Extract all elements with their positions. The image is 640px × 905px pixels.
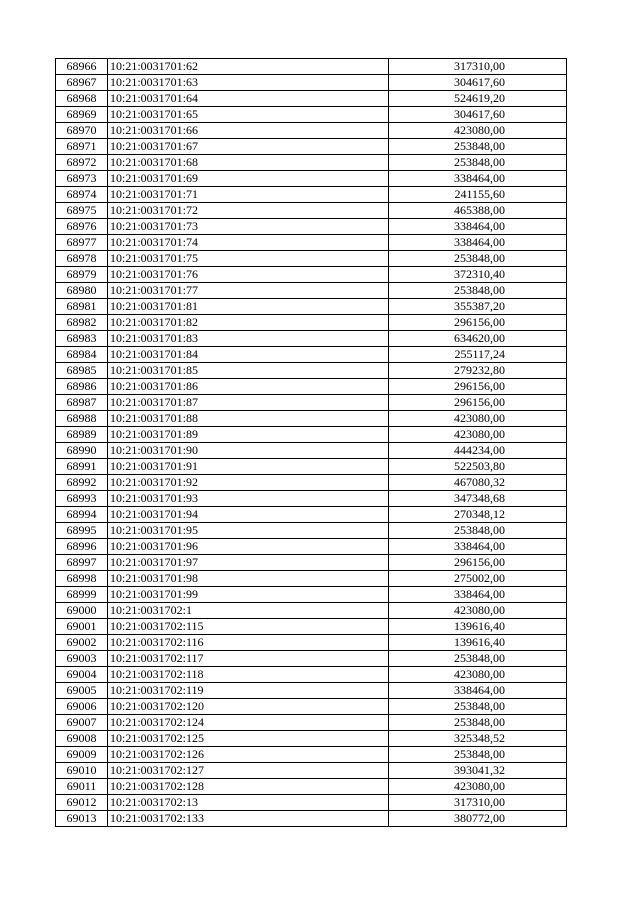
cadastral-number-cell: 10:21:0031701:76 (108, 267, 389, 283)
table-row (56, 811, 567, 827)
table-row (56, 667, 567, 683)
row-number-cell: 68966 (56, 59, 108, 75)
cadastral-number-cell: 10:21:0031701:65 (108, 107, 389, 123)
cadastral-value-cell: 423080,00 (389, 603, 567, 619)
row-number-cell: 68993 (56, 491, 108, 507)
table-row (56, 651, 567, 667)
cadastral-value-cell: 296156,00 (389, 315, 567, 331)
cadastral-number-cell: 10:21:0031701:75 (108, 251, 389, 267)
cadastral-value-cell: 467080,32 (389, 475, 567, 491)
cadastral-value-cell: 524619,20 (389, 91, 567, 107)
cadastral-number-cell: 10:21:0031702:127 (108, 763, 389, 779)
table-row (56, 139, 567, 155)
row-number-cell: 68995 (56, 523, 108, 539)
row-number-cell: 68982 (56, 315, 108, 331)
table-row (56, 619, 567, 635)
cadastral-value-cell: 317310,00 (389, 795, 567, 811)
cadastral-number-cell: 10:21:0031701:95 (108, 523, 389, 539)
table-row (56, 475, 567, 491)
row-number-cell: 68991 (56, 459, 108, 475)
table-row (56, 715, 567, 731)
row-number-cell: 68985 (56, 363, 108, 379)
table-row (56, 235, 567, 251)
cadastral-number-cell: 10:21:0031701:81 (108, 299, 389, 315)
cadastral-value-cell: 275002,00 (389, 571, 567, 587)
row-number-cell: 68970 (56, 123, 108, 139)
cadastral-number-cell: 10:21:0031702:13 (108, 795, 389, 811)
table-row (56, 123, 567, 139)
row-number-cell: 68987 (56, 395, 108, 411)
row-number-cell: 68969 (56, 107, 108, 123)
cadastral-number-cell: 10:21:0031702:117 (108, 651, 389, 667)
row-number-cell: 68983 (56, 331, 108, 347)
row-number-cell: 69002 (56, 635, 108, 651)
cadastral-value-cell: 634620,00 (389, 331, 567, 347)
cadastral-number-cell: 10:21:0031701:83 (108, 331, 389, 347)
table-body (56, 59, 567, 827)
cadastral-value-cell: 139616,40 (389, 635, 567, 651)
table-row (56, 587, 567, 603)
row-number-cell: 68996 (56, 539, 108, 555)
cadastral-value-cell: 253848,00 (389, 139, 567, 155)
row-number-cell: 68997 (56, 555, 108, 571)
cadastral-value-cell: 522503,80 (389, 459, 567, 475)
cadastral-value-cell: 139616,40 (389, 619, 567, 635)
cadastral-value-cell: 253848,00 (389, 747, 567, 763)
table-row (56, 571, 567, 587)
cadastral-value-cell: 304617,60 (389, 107, 567, 123)
cadastral-value-cell: 338464,00 (389, 683, 567, 699)
table-row (56, 747, 567, 763)
row-number-cell: 68974 (56, 187, 108, 203)
table-row (56, 347, 567, 363)
cadastral-number-cell: 10:21:0031701:72 (108, 203, 389, 219)
cadastral-number-cell: 10:21:0031701:74 (108, 235, 389, 251)
cadastral-number-cell: 10:21:0031701:67 (108, 139, 389, 155)
row-number-cell: 68989 (56, 427, 108, 443)
cadastral-number-cell: 10:21:0031702:125 (108, 731, 389, 747)
row-number-cell: 68981 (56, 299, 108, 315)
cadastral-value-cell: 347348,68 (389, 491, 567, 507)
cadastral-value-cell: 253848,00 (389, 155, 567, 171)
cadastral-number-cell: 10:21:0031701:63 (108, 75, 389, 91)
cadastral-value-cell: 304617,60 (389, 75, 567, 91)
cadastral-number-cell: 10:21:0031702:120 (108, 699, 389, 715)
row-number-cell: 69003 (56, 651, 108, 667)
row-number-cell: 68999 (56, 587, 108, 603)
table-row (56, 155, 567, 171)
row-number-cell: 68998 (56, 571, 108, 587)
cadastral-value-cell: 296156,00 (389, 395, 567, 411)
cadastral-number-cell: 10:21:0031701:73 (108, 219, 389, 235)
row-number-cell: 68988 (56, 411, 108, 427)
cadastral-value-cell: 270348,12 (389, 507, 567, 523)
cadastral-value-cell: 253848,00 (389, 699, 567, 715)
row-number-cell: 69005 (56, 683, 108, 699)
row-number-cell: 68979 (56, 267, 108, 283)
row-number-cell: 69001 (56, 619, 108, 635)
cadastral-number-cell: 10:21:0031702:124 (108, 715, 389, 731)
table-row (56, 459, 567, 475)
cadastral-value-cell: 338464,00 (389, 587, 567, 603)
table-row (56, 427, 567, 443)
table-row (56, 59, 567, 75)
cadastral-number-cell: 10:21:0031701:99 (108, 587, 389, 603)
table-row (56, 795, 567, 811)
row-number-cell: 68990 (56, 443, 108, 459)
cadastral-value-cell: 317310,00 (389, 59, 567, 75)
cadastral-number-cell: 10:21:0031701:71 (108, 187, 389, 203)
table-row (56, 75, 567, 91)
cadastral-value-cell: 465388,00 (389, 203, 567, 219)
table-row (56, 315, 567, 331)
cadastral-number-cell: 10:21:0031702:115 (108, 619, 389, 635)
cadastral-number-cell: 10:21:0031702:116 (108, 635, 389, 651)
cadastral-value-cell: 255117,24 (389, 347, 567, 363)
row-number-cell: 68994 (56, 507, 108, 523)
cadastral-number-cell: 10:21:0031701:82 (108, 315, 389, 331)
cadastral-value-cell: 423080,00 (389, 779, 567, 795)
cadastral-number-cell: 10:21:0031701:96 (108, 539, 389, 555)
cadastral-number-cell: 10:21:0031702:118 (108, 667, 389, 683)
cadastral-value-cell: 393041,32 (389, 763, 567, 779)
cadastral-value-cell: 423080,00 (389, 427, 567, 443)
table-row (56, 555, 567, 571)
row-number-cell: 68984 (56, 347, 108, 363)
table-row (56, 683, 567, 699)
row-number-cell: 69000 (56, 603, 108, 619)
row-number-cell: 68971 (56, 139, 108, 155)
cadastral-value-cell: 338464,00 (389, 171, 567, 187)
cadastral-value-cell: 253848,00 (389, 283, 567, 299)
row-number-cell: 69006 (56, 699, 108, 715)
cadastral-number-cell: 10:21:0031701:92 (108, 475, 389, 491)
cadastral-number-cell: 10:21:0031701:94 (108, 507, 389, 523)
cadastral-number-cell: 10:21:0031702:133 (108, 811, 389, 827)
table-row (56, 731, 567, 747)
row-number-cell: 69011 (56, 779, 108, 795)
cadastral-number-cell: 10:21:0031701:87 (108, 395, 389, 411)
cadastral-number-cell: 10:21:0031701:84 (108, 347, 389, 363)
cadastral-number-cell: 10:21:0031702:126 (108, 747, 389, 763)
cadastral-number-cell: 10:21:0031701:66 (108, 123, 389, 139)
table-row (56, 763, 567, 779)
cadastral-number-cell: 10:21:0031701:93 (108, 491, 389, 507)
table-row (56, 635, 567, 651)
table-row (56, 363, 567, 379)
table-row (56, 219, 567, 235)
table-row (56, 187, 567, 203)
cadastral-number-cell: 10:21:0031702:1 (108, 603, 389, 619)
row-number-cell: 68978 (56, 251, 108, 267)
cadastral-value-cell: 338464,00 (389, 539, 567, 555)
cadastral-value-cell: 253848,00 (389, 715, 567, 731)
cadastral-value-cell: 338464,00 (389, 235, 567, 251)
table-row (56, 779, 567, 795)
row-number-cell: 68980 (56, 283, 108, 299)
cadastral-value-cell: 253848,00 (389, 251, 567, 267)
row-number-cell: 68967 (56, 75, 108, 91)
row-number-cell: 69007 (56, 715, 108, 731)
cadastral-value-cell: 279232,80 (389, 363, 567, 379)
table-row (56, 699, 567, 715)
table-row (56, 299, 567, 315)
table-row (56, 267, 567, 283)
cadastral-number-cell: 10:21:0031701:88 (108, 411, 389, 427)
cadastral-number-cell: 10:21:0031701:86 (108, 379, 389, 395)
cadastral-value-cell: 423080,00 (389, 667, 567, 683)
cadastral-value-cell: 372310,40 (389, 267, 567, 283)
table-row (56, 443, 567, 459)
table-row (56, 91, 567, 107)
cadastral-value-cell: 253848,00 (389, 523, 567, 539)
row-number-cell: 68976 (56, 219, 108, 235)
row-number-cell: 69012 (56, 795, 108, 811)
cadastral-number-cell: 10:21:0031701:62 (108, 59, 389, 75)
table-row (56, 539, 567, 555)
cadastral-value-cell: 380772,00 (389, 811, 567, 827)
cadastral-number-cell: 10:21:0031701:69 (108, 171, 389, 187)
cadastral-number-cell: 10:21:0031701:91 (108, 459, 389, 475)
cadastral-value-cell: 325348,52 (389, 731, 567, 747)
table-row (56, 411, 567, 427)
table-row (56, 379, 567, 395)
cadastral-number-cell: 10:21:0031701:89 (108, 427, 389, 443)
row-number-cell: 68992 (56, 475, 108, 491)
cadastral-value-cell: 296156,00 (389, 555, 567, 571)
table-row (56, 107, 567, 123)
table-row (56, 523, 567, 539)
row-number-cell: 69010 (56, 763, 108, 779)
cadastral-number-cell: 10:21:0031701:98 (108, 571, 389, 587)
cadastral-number-cell: 10:21:0031701:77 (108, 283, 389, 299)
table-row (56, 251, 567, 267)
row-number-cell: 68973 (56, 171, 108, 187)
table-row (56, 395, 567, 411)
row-number-cell: 68975 (56, 203, 108, 219)
row-number-cell: 69004 (56, 667, 108, 683)
cadastral-number-cell: 10:21:0031701:64 (108, 91, 389, 107)
cadastral-value-cell: 296156,00 (389, 379, 567, 395)
cadastral-number-cell: 10:21:0031701:90 (108, 443, 389, 459)
table-row (56, 491, 567, 507)
row-number-cell: 68977 (56, 235, 108, 251)
table-row (56, 283, 567, 299)
cadastral-number-cell: 10:21:0031701:97 (108, 555, 389, 571)
cadastral-value-cell: 338464,00 (389, 219, 567, 235)
table-row (56, 203, 567, 219)
cadastral-value-table (55, 58, 567, 827)
row-number-cell: 69008 (56, 731, 108, 747)
table-row (56, 331, 567, 347)
cadastral-value-cell: 355387,20 (389, 299, 567, 315)
cadastral-value-cell: 241155,60 (389, 187, 567, 203)
row-number-cell: 68986 (56, 379, 108, 395)
table-row (56, 171, 567, 187)
cadastral-number-cell: 10:21:0031701:68 (108, 155, 389, 171)
cadastral-number-cell: 10:21:0031702:119 (108, 683, 389, 699)
row-number-cell: 68968 (56, 91, 108, 107)
cadastral-number-cell: 10:21:0031701:85 (108, 363, 389, 379)
cadastral-number-cell: 10:21:0031702:128 (108, 779, 389, 795)
row-number-cell: 69009 (56, 747, 108, 763)
row-number-cell: 69013 (56, 811, 108, 827)
cadastral-value-cell: 423080,00 (389, 123, 567, 139)
table-row (56, 507, 567, 523)
row-number-cell: 68972 (56, 155, 108, 171)
cadastral-value-cell: 444234,00 (389, 443, 567, 459)
table-row (56, 603, 567, 619)
cadastral-value-cell: 253848,00 (389, 651, 567, 667)
cadastral-value-cell: 423080,00 (389, 411, 567, 427)
